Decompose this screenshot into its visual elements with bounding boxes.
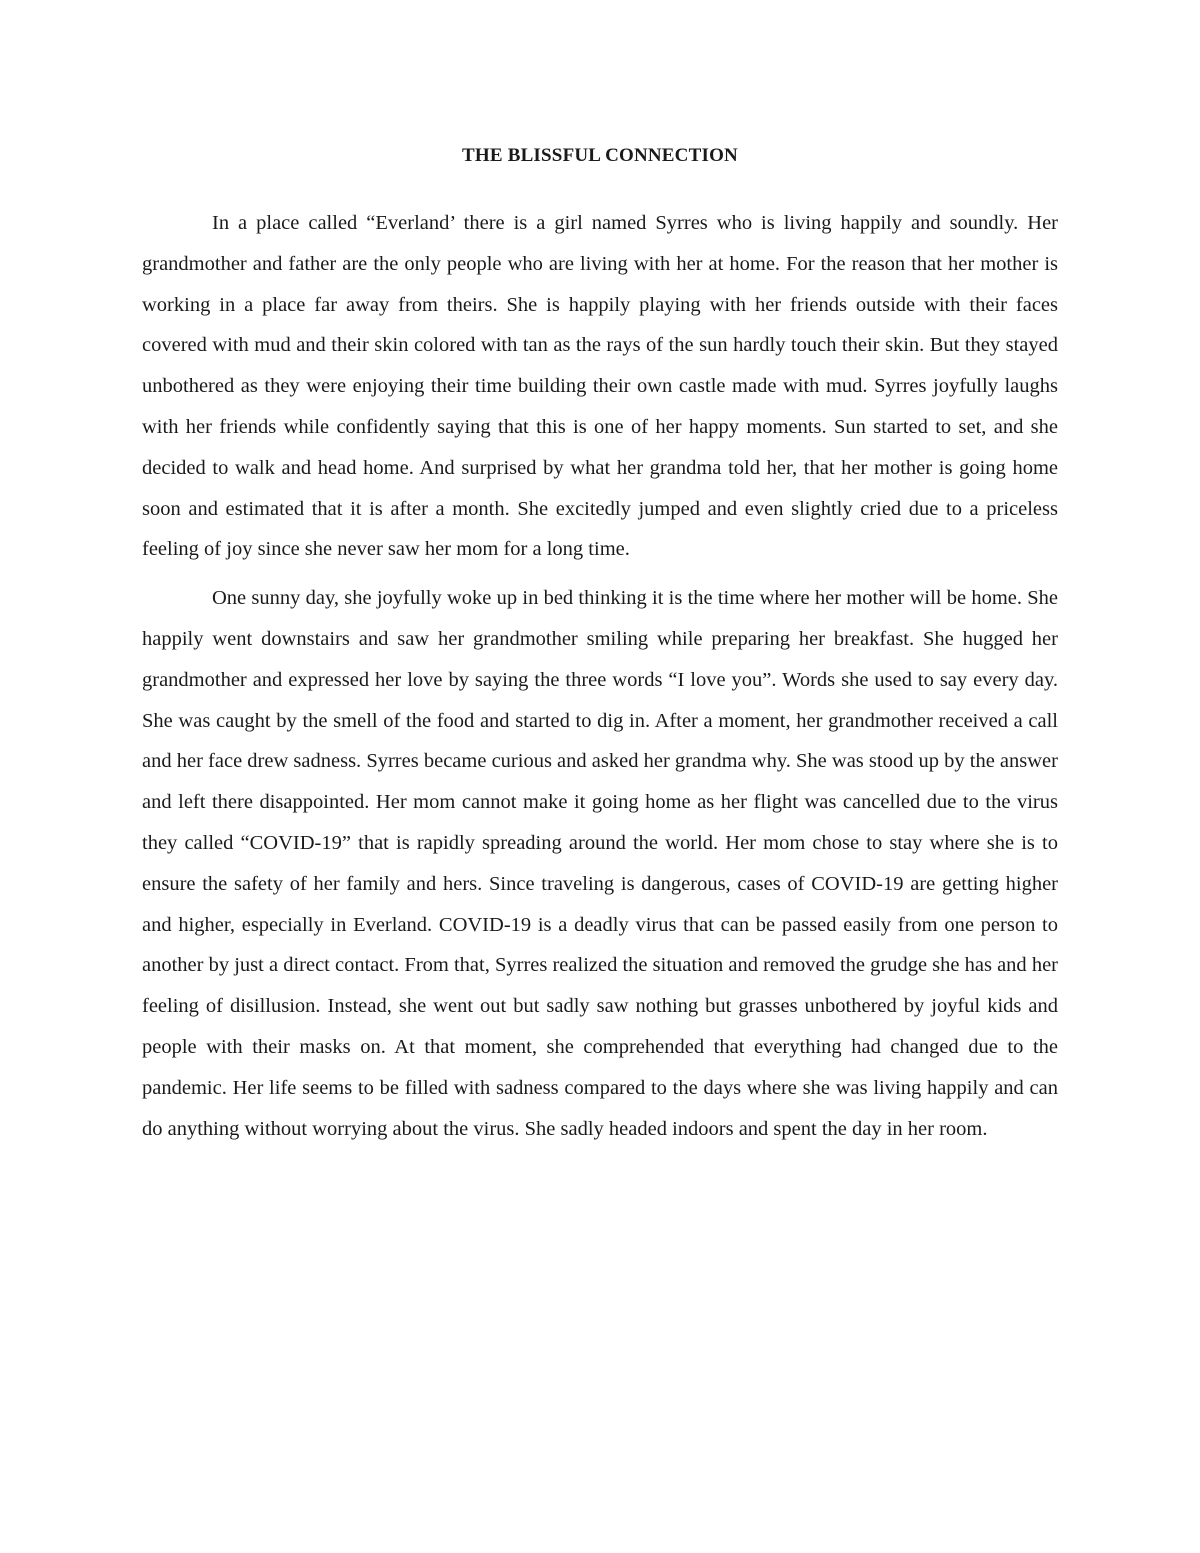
document-title: THE BLISSFUL CONNECTION [462, 145, 738, 166]
document-body [142, 203, 1058, 1149]
paragraph-1: In a place called “Everland’ there is a girl named Syrres who is living happily and soundly. Her grandmother and father are the only people who are living with her at home. For the reason that her mother is working in a place far away from theirs. She is happily playing with her friends outside with their faces covered with mud and their skin colored with tan as the rays of the sun hardly touch their skin. But they stayed unbothered as they were enjoying their time building their own castle made with mud. Syrres joyfully laughs with her friends while confidently saying that this is one of her happy moments. Sun started to set, and she decided to walk and head home. And surprised by what her grandma told her, that her mother is going home soon and estimated that it is after a month. She excitedly jumped and even slightly cried due to a priceless feeling of joy since she never saw her mom for a long time. [142, 212, 1058, 561]
paragraph-2: One sunny day, she joyfully woke up in bed thinking it is the time where her mother will be home. She happily went downstairs and saw her grandmother smiling while preparing her breakfast. She hugged her grandmother and expressed her love by saying the three words “I love you”. Words she used to say every day. She was caught by the smell of the food and started to dig in. After a moment, her grandmother received a call and her face drew sadness. Syrres became curious and asked her grandma why. She was stood up by the answer and left there disappointed. Her mom cannot make it going home as her flight was cancelled due to the virus they called “COVID-19” that is rapidly spreading around the world. Her mom chose to stay where she is to ensure the safety of her family and hers. Since traveling is dangerous, cases of COVID-19 are getting higher and higher, especially in Everland. COVID-19 is a deadly virus that can be passed easily from one person to another by just a direct contact. From that, Syrres realized the situation and removed the grudge she has and her feeling of disillusion. Instead, she went out but sadly saw nothing but grasses unbothered by joyful kids and people with their masks on. At that moment, she comprehended that everything had changed due to the pandemic. Her life seems to be filled with sadness compared to the days where she was living happily and can do anything without worrying about the virus. She sadly headed indoors and spent the day in her room. [142, 587, 1058, 1140]
